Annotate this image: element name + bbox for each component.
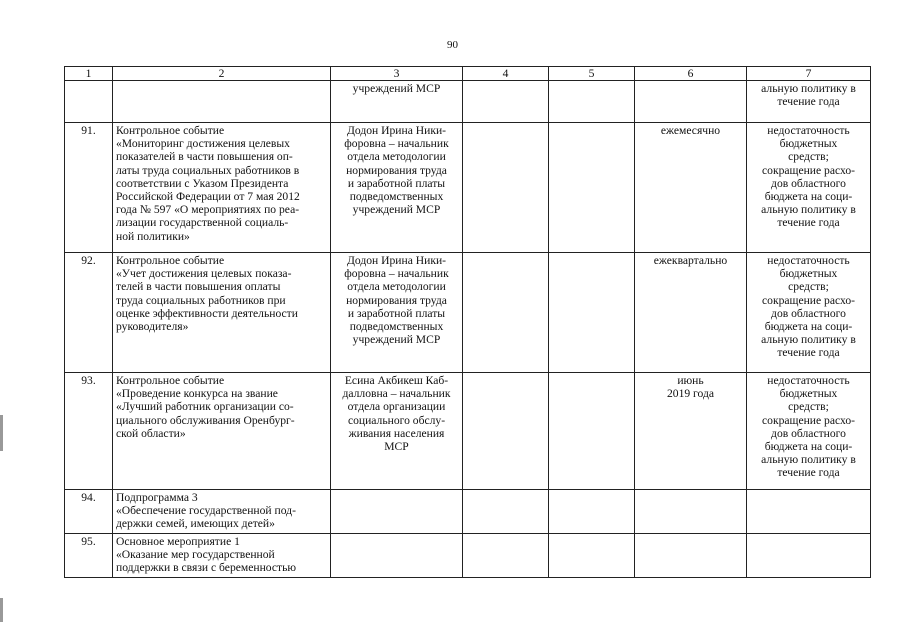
responsible-cell: Додон Ирина Ники- форовна – начальник отдела методологии нормирования труда и заработной платы подведомственных учреждений МСР — [331, 253, 463, 373]
scan-artifact — [0, 415, 3, 451]
event-cell: Контрольное событие «Проведение конкурса на звание «Лучший работник организации со- циального обслуживания Оренбург- ской области» — [113, 373, 331, 490]
row-number: 94. — [65, 490, 113, 534]
column-5-cell — [549, 534, 635, 578]
event-cell: Контрольное событие «Учет достижения целевых показа- телей в части повышения оплаты труда социальных работников при оценке эффективности деятельности руководителя» — [113, 253, 331, 373]
column-5-cell — [549, 490, 635, 534]
risks-cell — [747, 490, 871, 534]
table-row — [65, 490, 871, 534]
header-cell-3: 3 — [331, 67, 463, 81]
column-5-cell — [549, 123, 635, 253]
column-4-cell — [463, 534, 549, 578]
column-5-cell — [549, 253, 635, 373]
row-number — [65, 81, 113, 123]
column-4-cell — [463, 253, 549, 373]
period-cell — [635, 490, 747, 534]
header-cell-2: 2 — [113, 67, 331, 81]
event-cell — [113, 81, 331, 123]
row-number: 91. — [65, 123, 113, 253]
header-row — [65, 67, 871, 81]
risks-cell: недостаточность бюджетных средств; сокращение расхо- дов областного бюджета на соци- альную политику в течение года — [747, 373, 871, 490]
event-cell: Основное мероприятие 1 «Оказание мер государственной поддержки в связи с беременностью — [113, 534, 331, 578]
period-cell — [635, 534, 747, 578]
header-cell-6: 6 — [635, 67, 747, 81]
responsible-cell: Есина Акбикеш Каб- далловна – начальник отдела организации социального обслу- живания населения МСР — [331, 373, 463, 490]
table-row — [65, 123, 871, 253]
risks-cell: недостаточность бюджетных средств; сокращение расхо- дов областного бюджета на соци- альную политику в течение года — [747, 123, 871, 253]
period-cell: ежеквартально — [635, 253, 747, 373]
header-cell-7: 7 — [747, 67, 871, 81]
page-number: 90 — [447, 39, 458, 51]
scan-artifact — [0, 598, 3, 622]
column-5-cell — [549, 373, 635, 490]
period-cell: июнь 2019 года — [635, 373, 747, 490]
responsible-cell — [331, 490, 463, 534]
event-cell: Подпрограмма 3 «Обеспечение государственной под- держки семей, имеющих детей» — [113, 490, 331, 534]
column-4-cell — [463, 490, 549, 534]
header-cell-4: 4 — [463, 67, 549, 81]
responsible-cell — [331, 534, 463, 578]
column-4-cell — [463, 81, 549, 123]
header-cell-5: 5 — [549, 67, 635, 81]
table-row — [65, 253, 871, 373]
period-cell: ежемесячно — [635, 123, 747, 253]
event-cell: Контрольное событие «Мониторинг достижения целевых показателей в части повышения оп- латы труда социальных работников в соответствии с Указом Президента Российской Федерации от 7 мая 2012 года № 597 «О мероприятиях по реа- лизации государственной социаль- ной политики» — [113, 123, 331, 253]
header-cell-1: 1 — [65, 67, 113, 81]
risks-cell: недостаточность бюджетных средств; сокращение расхо- дов областного бюджета на соци- альную политику в течение года — [747, 253, 871, 373]
column-4-cell — [463, 373, 549, 490]
responsible-cell: учреждений МСР — [331, 81, 463, 123]
table-row — [65, 373, 871, 490]
row-number: 92. — [65, 253, 113, 373]
plan-table — [64, 66, 871, 578]
table-row — [65, 81, 871, 123]
responsible-cell: Додон Ирина Ники- форовна – начальник отдела методологии нормирования труда и заработной платы подведомственных учреждений МСР — [331, 123, 463, 253]
row-number: 95. — [65, 534, 113, 578]
period-cell — [635, 81, 747, 123]
table-row — [65, 534, 871, 578]
column-4-cell — [463, 123, 549, 253]
row-number: 93. — [65, 373, 113, 490]
risks-cell — [747, 534, 871, 578]
column-5-cell — [549, 81, 635, 123]
risks-cell: альную политику в течение года — [747, 81, 871, 123]
